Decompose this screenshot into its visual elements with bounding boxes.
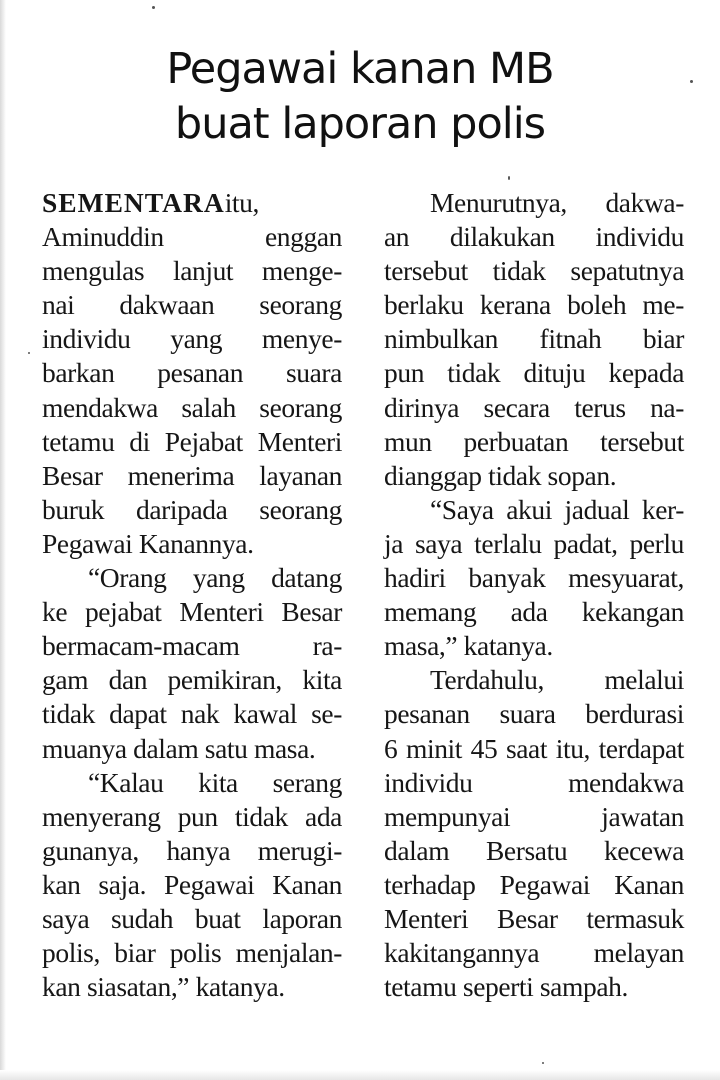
column-line: berlaku kerana boleh me-	[384, 289, 684, 321]
column-line: nai dakwaan seorang	[42, 289, 342, 321]
column-line: individu yang menye-	[42, 323, 342, 355]
column-line: 6 minit 45 saat itu, terdapat	[384, 732, 684, 764]
lead-word: SEMENTARA	[42, 187, 225, 218]
column-line: mempunyai jawatan	[384, 800, 684, 832]
print-speck	[508, 176, 510, 180]
column-line: Besar menerima layanan	[42, 459, 342, 491]
column-line: mun perbuatan tersebut	[384, 425, 684, 457]
column-line: buruk daripada seorang	[42, 493, 342, 525]
column-line: tidak dapat nak kawal se-	[42, 698, 342, 730]
column-line: polis, biar polis menjalan-	[42, 937, 342, 969]
column-line: barkan pesanan suara	[42, 357, 342, 389]
column-line: pesanan suara berdurasi	[384, 698, 684, 730]
column-line: an dilakukan individu	[384, 221, 684, 253]
column-line: mendakwa salah seorang	[42, 391, 342, 423]
column-line: memang ada kekangan	[384, 596, 684, 628]
column-line: dalam Bersatu kecewa	[384, 834, 684, 866]
print-speck	[28, 352, 30, 354]
column-line: kan saja. Pegawai Kanan	[42, 868, 342, 900]
column-line: nimbulkan fitnah biar	[384, 323, 684, 355]
column-line: kakitangannya melayan	[384, 937, 684, 969]
column-line: individu mendakwa	[384, 766, 684, 798]
column-line: menyerang pun tidak ada	[42, 800, 342, 832]
column-line: Aminuddin enggan	[42, 221, 342, 253]
column-line	[42, 186, 342, 220]
column-line: bermacam-macam ra-	[42, 630, 342, 662]
article-column-left	[42, 186, 342, 1004]
column-line: dianggap tidak sopan.	[384, 459, 617, 491]
column-line: “Saya akui jadual ker-	[430, 493, 684, 525]
print-speck	[542, 1062, 544, 1064]
headline-line-2: buat laporan polis	[174, 99, 546, 149]
column-line: Terdahulu, melalui	[430, 664, 684, 696]
column-line: tetamu di Pejabat Menteri	[42, 425, 342, 457]
column-line: terhadap Pegawai Kanan	[384, 868, 684, 900]
column-line: kan siasatan,” katanya.	[42, 971, 285, 1003]
column-line: pun tidak dituju kepada	[384, 357, 684, 389]
column-line: ja saya terlalu padat, perlu	[384, 527, 684, 559]
column-line: saya sudah buat laporan	[42, 902, 342, 934]
headline-line-1: Pegawai kanan MB	[166, 44, 554, 94]
column-line: tetamu seperti sampah.	[384, 971, 628, 1003]
print-speck	[152, 6, 155, 9]
column-line: hadiri banyak mesyuarat,	[384, 562, 684, 594]
column-line-text: itu,	[224, 187, 259, 218]
article-column-right	[384, 186, 684, 1004]
article-headline	[0, 42, 720, 152]
scan-shadow-left	[0, 0, 6, 1080]
column-line: mengulas lanjut menge-	[42, 255, 342, 287]
column-line: dirinya secara terus na-	[384, 391, 684, 423]
column-line: ke pejabat Menteri Besar	[42, 596, 342, 628]
column-line: Pegawai Kanannya.	[42, 527, 254, 559]
column-line: tersebut tidak sepatutnya	[384, 255, 684, 287]
column-line: Menteri Besar termasuk	[384, 902, 684, 934]
column-line: gam dan pemikiran, kita	[42, 664, 342, 696]
scan-shadow-bottom	[0, 1070, 720, 1080]
column-line: gunanya, hanya merugi-	[42, 834, 342, 866]
column-line: “Orang yang datang	[88, 562, 342, 594]
column-line: masa,” katanya.	[384, 630, 553, 662]
column-line: Menurutnya, dakwa-	[430, 187, 684, 218]
column-line: “Kalau kita serang	[88, 766, 342, 798]
column-line: muanya dalam satu masa.	[42, 732, 316, 764]
